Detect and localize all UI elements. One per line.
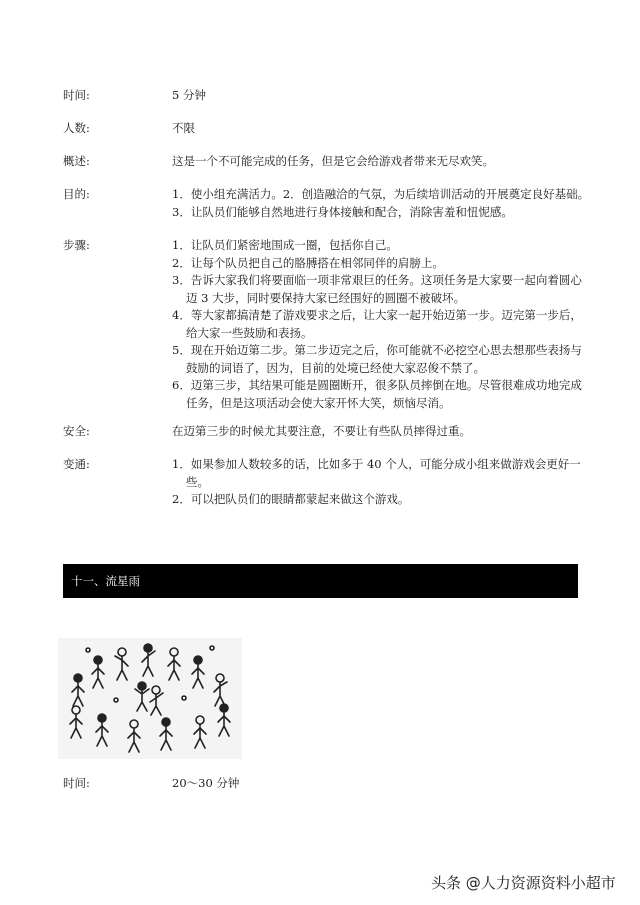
section2-time-value: 20～30 分钟 xyxy=(172,776,240,790)
watermark: 头条 @人力资源资料小超市 xyxy=(431,874,616,892)
goal-label: 目的: xyxy=(63,187,90,201)
people-label: 人数: xyxy=(63,121,90,135)
step-line: 5．现在开始迈第二步。第二步迈完之后，你可能就不必挖空心思去想那些表扬与 xyxy=(172,343,582,357)
people-value: 不限 xyxy=(172,121,195,135)
step-line: 3．告诉大家我们将要面临一项非常艰巨的任务。这项任务是大家要一起向着圆心 xyxy=(172,273,582,287)
step-line: 迈 3 大步，同时要保持大家已经围好的圆圈不被破坏。 xyxy=(186,290,466,305)
time-value: 5 分钟 xyxy=(172,88,206,102)
safety-value: 在迈第三步的时候尤其要注意，不要让有些队员摔得过重。 xyxy=(172,424,471,438)
step-line: 任务，但是这项活动会使大家开怀大笑，烦恼尽消。 xyxy=(186,395,451,410)
step-line: 4．等大家都搞清楚了游戏要求之后，让大家一起开始迈第一步。迈完第一步后， xyxy=(172,308,582,322)
step-line: 鼓励的词语了，因为，目前的处境已经使大家忍俊不禁了。 xyxy=(186,360,485,375)
summary-value: 这是一个不可能完成的任务，但是它会给游戏者带来无尽欢笑。 xyxy=(172,154,494,168)
section-title: 十一、流星雨 xyxy=(71,574,140,588)
step-line: 6．迈第三步，其结果可能是圆圈断开，很多队员摔倒在地。尽管很难成功地完成 xyxy=(172,378,582,392)
section-title-banner xyxy=(63,564,578,598)
variation-line: 1．如果参加人数较多的话，比如多于 40 个人，可能分成小组来做游戏会更好一 xyxy=(172,457,581,471)
safety-label: 安全: xyxy=(63,424,90,438)
variation-line: 2．可以把队员们的眼睛都蒙起来做这个游戏。 xyxy=(172,492,410,506)
goal-line: 3．让队员们能够自然地进行身体接触和配合，消除害羞和忸怩感。 xyxy=(172,204,513,219)
step-line: 给大家一些鼓励和表扬。 xyxy=(186,325,313,340)
section2-time-label: 时间: xyxy=(63,776,90,790)
step-line: 2．让每个队员把自己的胳膊搭在相邻同伴的肩膀上。 xyxy=(172,255,444,270)
variation-label: 变通: xyxy=(63,457,90,471)
circle-game-illustration xyxy=(58,638,242,759)
variation-line: 些。 xyxy=(186,474,209,489)
time-label: 时间: xyxy=(63,88,90,102)
steps-label: 步骤: xyxy=(63,238,90,252)
step-line: 1．让队员们紧密地围成一圈，包括你自己。 xyxy=(172,238,398,252)
goal-line: 1．使小组充满活力。2．创造融洽的气氛，为后续培训活动的开展奠定良好基础。 xyxy=(172,187,590,201)
summary-label: 概述: xyxy=(63,154,90,168)
